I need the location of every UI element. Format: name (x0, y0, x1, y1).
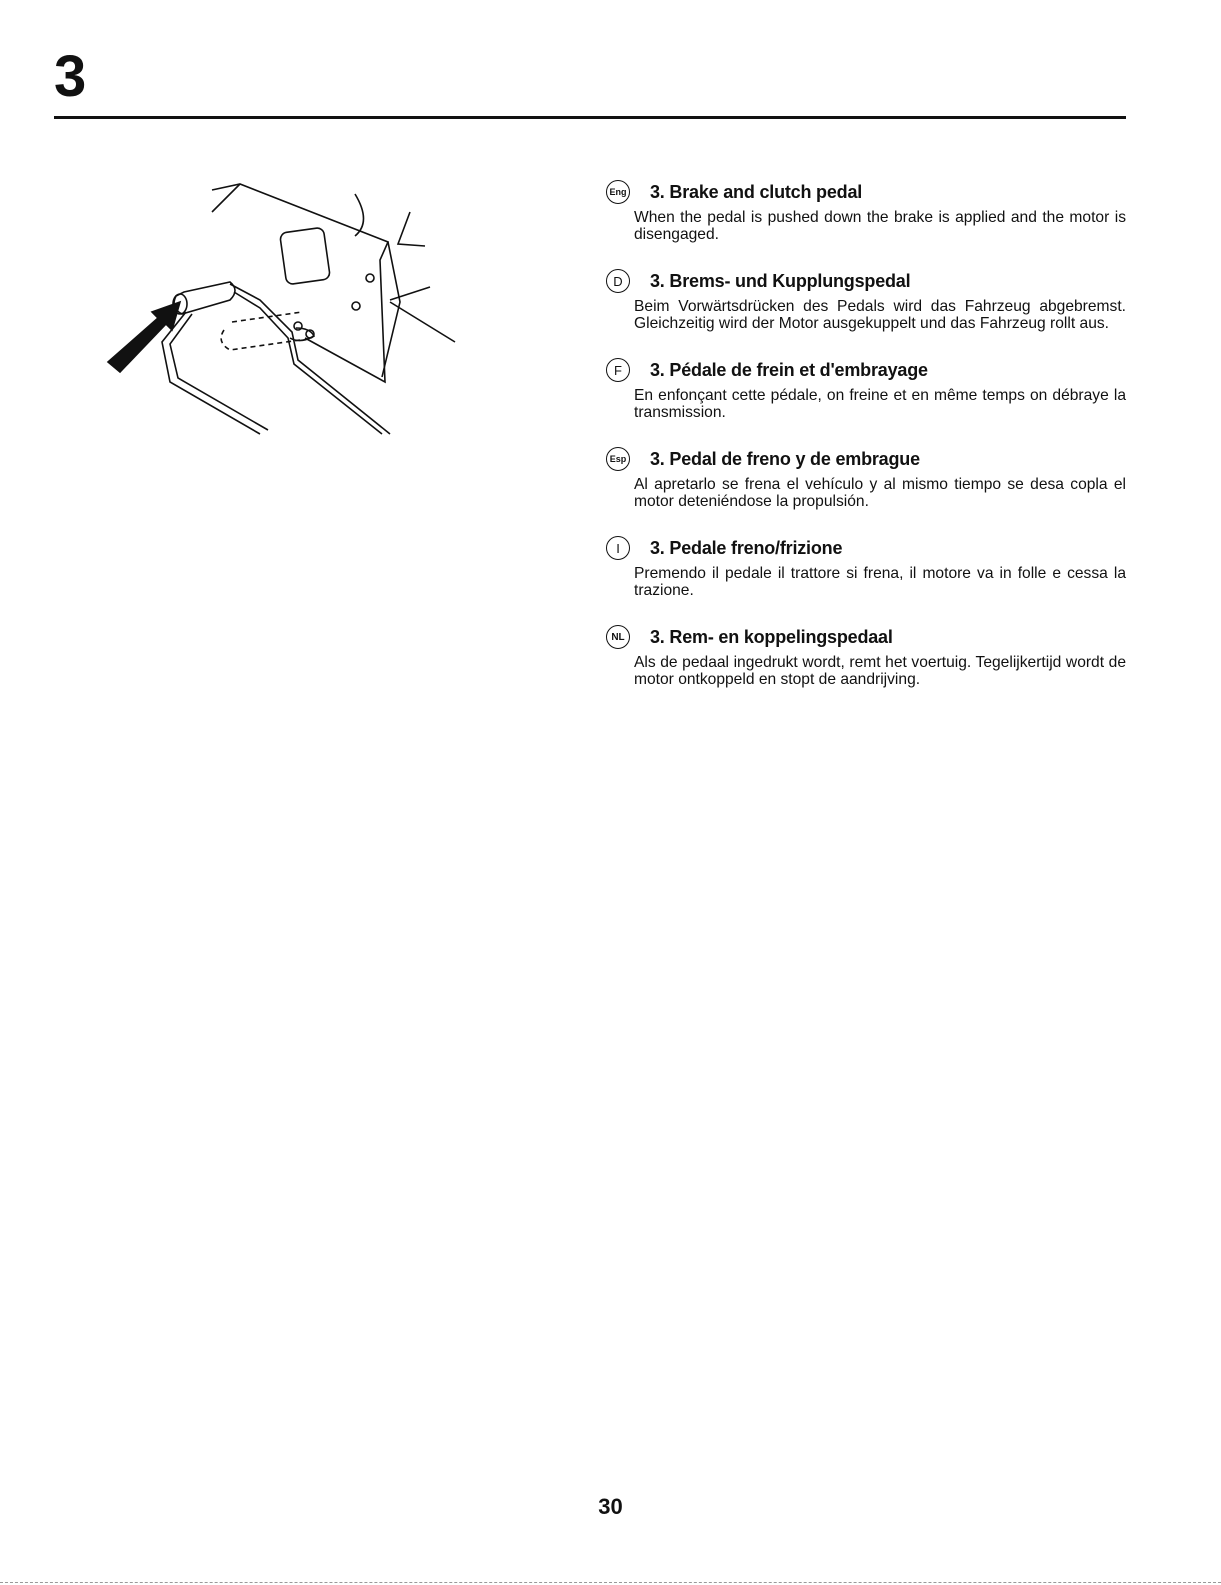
section-body: When the pedal is pushed down the brake is applied and the motor is disengaged. (634, 209, 1126, 243)
section-title: 3. Brems- und Kupplungspedal (650, 270, 911, 291)
sections-list (606, 178, 1126, 712)
section-d (606, 267, 1126, 332)
section-i (606, 534, 1126, 599)
section-head (606, 267, 1126, 295)
section-eng (606, 178, 1126, 243)
lang-badge-f-icon: F (606, 358, 630, 382)
section-title: 3. Brake and clutch pedal (650, 181, 863, 202)
section-head (606, 356, 1126, 384)
page-number: 30 (598, 1494, 623, 1519)
section-body: Beim Vorwärtsdrücken des Pedals wird das Fahrzeug abgebremst. Gleichzeitig wird der Motor ausgekuppelt und das Fahrzeug rollt aus. (634, 298, 1126, 332)
header-rule (54, 116, 1126, 119)
section-title: 3. Rem- en koppelingspedaal (650, 626, 893, 647)
section-f (606, 356, 1126, 421)
section-title: 3. Pédale de frein et d'embrayage (650, 359, 928, 380)
lang-badge-nl-icon: NL (606, 625, 630, 649)
chapter-number: 3 (54, 44, 86, 109)
lang-badge-eng-icon: Eng (606, 180, 630, 204)
section-body: Al apretarlo se frena el vehículo y al mismo tiempo se desa copla el motor deteniéndose la propulsión. (634, 476, 1126, 510)
brake-clutch-pedal-illustration (100, 172, 470, 442)
section-body: En enfonçant cette pédale, on freine et en même temps on débraye la transmission. (634, 387, 1126, 421)
section-head (606, 534, 1126, 562)
section-body: Premendo il pedale il trattore si frena, il motore va in folle e cessa la trazione. (634, 565, 1126, 599)
section-nl (606, 623, 1126, 688)
section-body: Als de pedaal ingedrukt wordt, remt het voertuig. Tegelijkertijd wordt de motor ontkoppeld en stopt de aandrijving. (634, 654, 1126, 688)
section-title: 3. Pedal de freno y de embrague (650, 448, 920, 469)
section-title: 3. Pedale freno/frizione (650, 537, 843, 558)
lang-badge-i-icon: I (606, 536, 630, 560)
bottom-rule (0, 1582, 1221, 1584)
lang-badge-esp-icon: Esp (606, 447, 630, 471)
section-head (606, 178, 1126, 206)
section-esp (606, 445, 1126, 510)
lang-badge-d-icon: D (606, 269, 630, 293)
section-head (606, 623, 1126, 651)
section-head (606, 445, 1126, 473)
